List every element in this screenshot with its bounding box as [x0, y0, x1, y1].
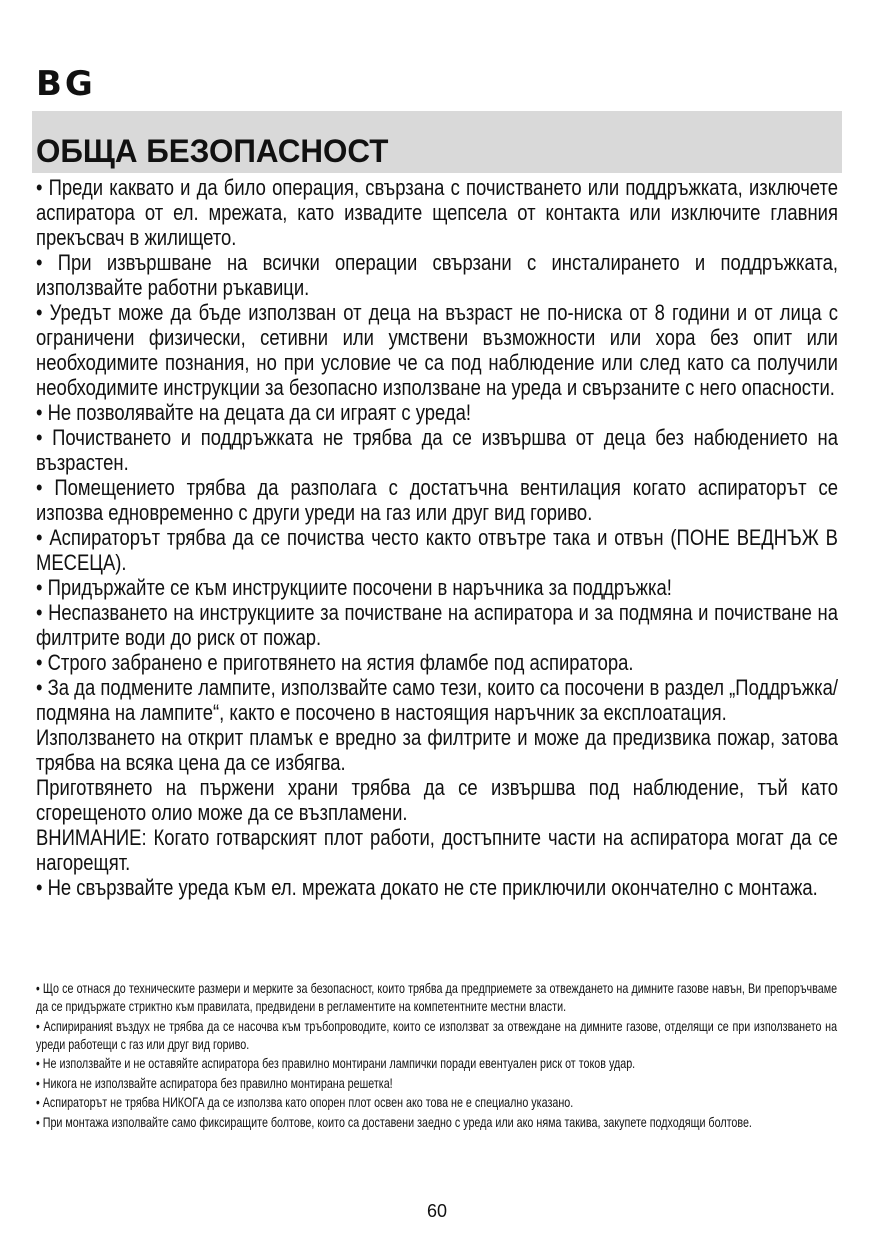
paragraph: • Не позволявайте на децата да си играят с уреда! [36, 400, 472, 425]
paragraph: • При монтажа изполвайте само фиксиращите болтове, които са доставени заедно с уреда или ако няма такива, закупете подходящи болтове. [36, 1114, 752, 1130]
paragraph: • Никога не използвайте аспиратора без правилно монтирана решетка! [36, 1075, 393, 1091]
paragraph: • Неспазването на инструкциите за почистване на аспиратора и за подмяна и почистване на филтрите води до риск от пожар. [36, 600, 838, 650]
paragraph: ВНИМАНИЕ: Когато готварският плот работи, достъпните части на аспиратора могат да се нагорещят. [36, 825, 838, 875]
paragraph: • Преди каквато и да било операция, свързана с почистването или поддръжката, изключете аспиратора от ел. мрежата, като извадите щепсела от контакта или изключите главния прекъсвач в жилището. [36, 175, 838, 250]
paragraph: • Строго забранено е приготвянето на ястия фламбе под аспиратора. [36, 650, 634, 675]
paragraph: • Аспириранияt въздух не трябва да се насочва към тръбопроводите, които се използват за отвеждане на димните газове, отделящи се при използването на уреди работещи с газ или друг вид гориво. [36, 1018, 838, 1052]
paragraph: • Уредът може да бъде използван от деца на възраст не по-ниска от 8 години и от лица с ограничени физически, сетивни или умствени възможности или хора без опит или необходимите познания, но при условие че са под наблюдение или след като са получили необходимите инструкции за безопасно използване на уреда и свързаните с него опасности. [36, 300, 838, 400]
paragraph: Приготвянето на пържени храни трябва да се извършва под наблюдение, тъй като сгорещеното олио може да се възпламени. [36, 775, 838, 825]
small-print-text [36, 980, 837, 1133]
paragraph: • При извършване на всички операции свързани с инсталирането и поддръжката, използвайте работни ръкавици. [36, 250, 838, 300]
section-title: ОБЩА БЕЗОПАСНОСТ [36, 133, 389, 169]
page-number: 60 [426, 1201, 448, 1221]
language-code: BG [36, 64, 96, 104]
paragraph: • Що се отнася до техническите размери и мерките за безопасност, които трябва да предприемете за отвеждането на димните газове навън, Ви препоръчваме да се придържате стриктно към правилата, предвидени в регламентите на компетентните местни власти. [36, 981, 838, 1014]
paragraph: • За да подмените лампите, използвайте само тези, които са посочени в раздел „Поддръжка/подмяна на лампите“, както е посочено в настоящия наръчник за експлоатация. [36, 675, 838, 725]
paragraph: • Почистването и поддръжката не трябва да се извършва от деца без набюдението на възрастен. [36, 425, 838, 475]
paragraph: • Придържайте се към инструкциите посочени в наръчника за поддръжка! [36, 575, 672, 600]
paragraph: • Помещението трябва да разполага с достатъчна вентилация когато аспираторът се изпозва едновременно с други уреди на газ или друг вид гориво. [36, 475, 838, 525]
paragraph: • Аспираторът трябва да се почиства често както отвътре така и отвън (ПОНЕ ВЕДНЪЖ В МЕСЕЦА). [36, 525, 838, 575]
paragraph: • Не свързвайте уреда към ел. мрежата докато не сте приключили окончателно с монтажа. [36, 875, 818, 900]
main-safety-text [36, 175, 838, 900]
paragraph: Използването на открит пламък е вредно за филтрите и може да предизвика пожар, затова трябва на всяка цена да се избягва. [36, 725, 838, 775]
paragraph: • Не използвайте и не оставяйте аспиратора без правилно монтирани лампички поради евентуален риск от токов удар. [36, 1056, 636, 1071]
paragraph: • Аспираторът не трябва НИКОГА да се използва като опорен плот освен ако това не е специално указано. [36, 1095, 574, 1110]
